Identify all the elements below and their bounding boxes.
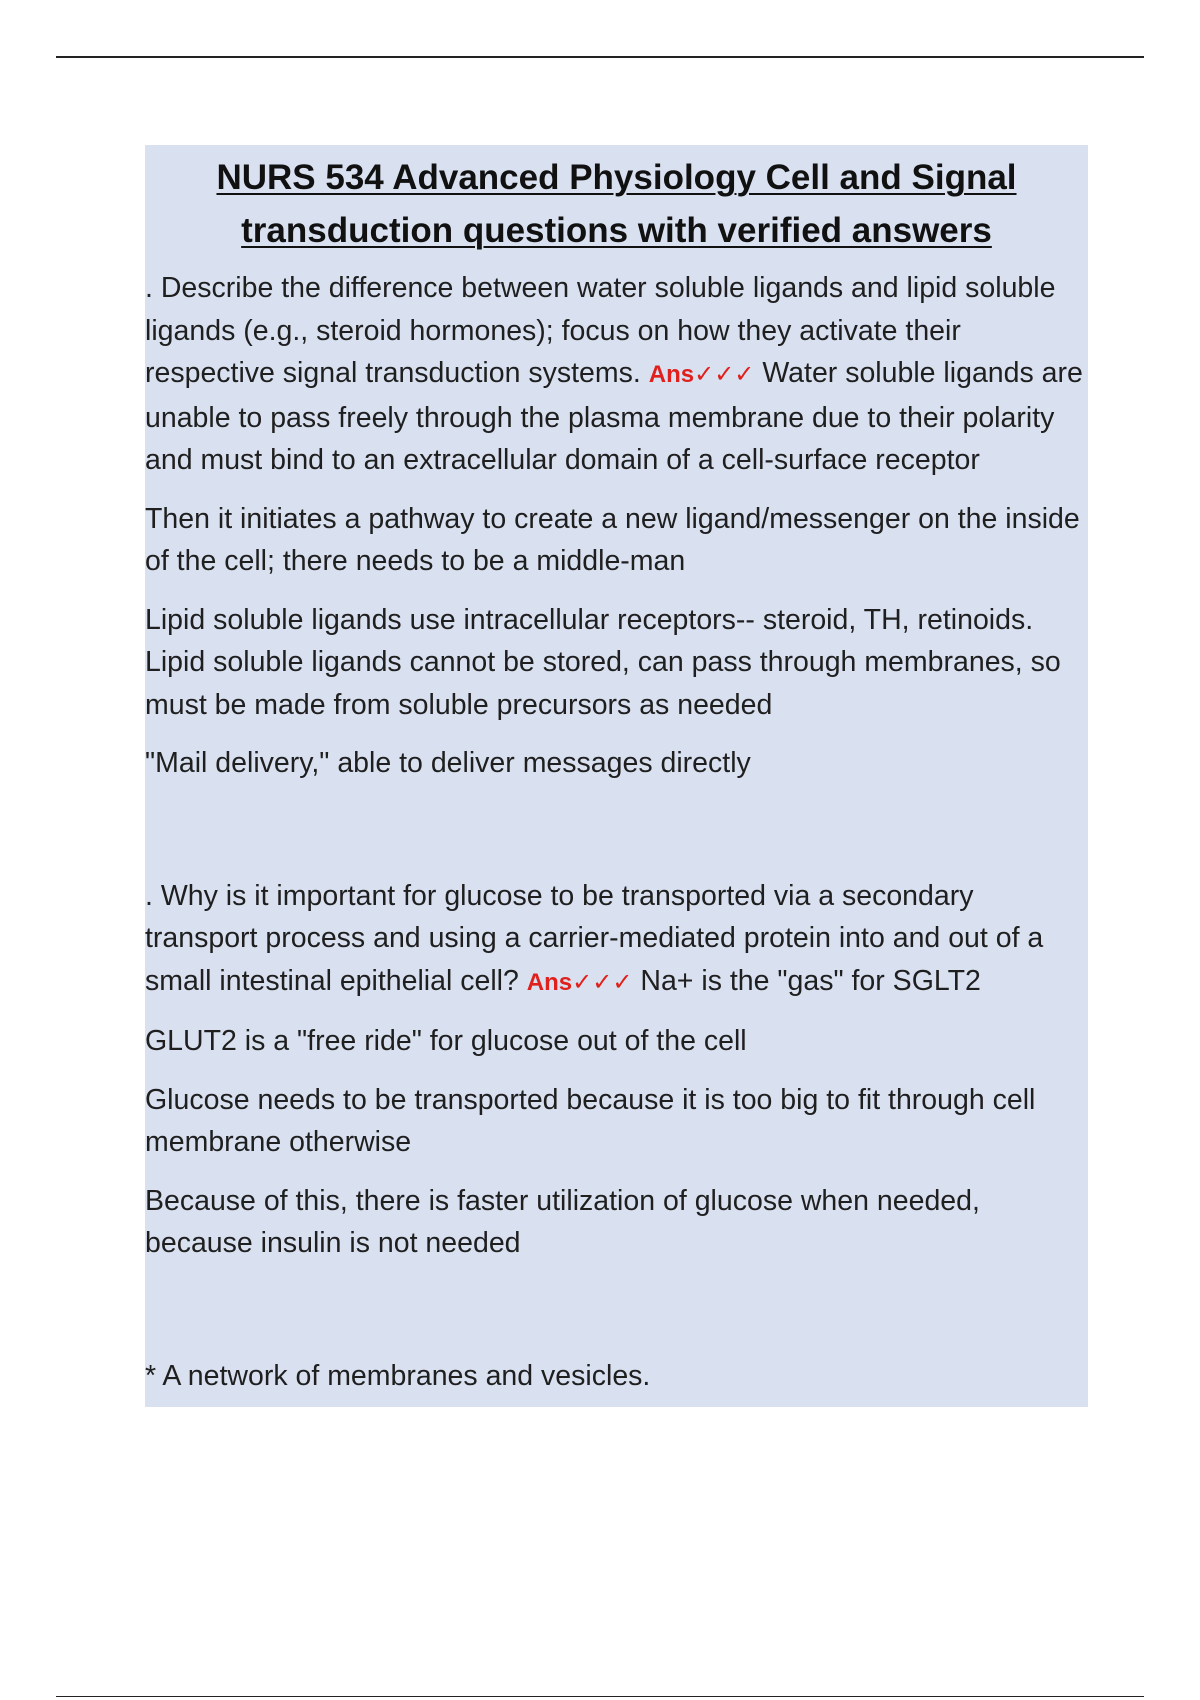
- checkmark-icon: ✓✓✓: [694, 361, 755, 388]
- title-line-1: NURS 534 Advanced Physiology Cell and Signal: [216, 158, 1017, 197]
- document-title: [145, 151, 1088, 257]
- footnote: * A network of membranes and vesicles.: [145, 1359, 651, 1392]
- answer-2-text: Na+ is the "gas" for SGLT2: [640, 964, 981, 997]
- answer-2-paragraph-3: Glucose needs to be transported because it is too big to fit through cell membrane otherwise: [145, 1083, 1036, 1158]
- top-rule: [56, 56, 1144, 58]
- title-line-2: transduction questions with verified answers: [241, 211, 992, 250]
- question-2: [145, 875, 1088, 1005]
- question-2-text: . Why is it important for glucose to be transported via a secondary transport process and using a carrier-mediated protein into and out of a small intestinal epithelial cell?: [145, 879, 1044, 997]
- answer-marker: Ans: [648, 361, 695, 388]
- answer-2-paragraph-4: Because of this, there is faster utilization of glucose when needed, because insulin is not needed: [145, 1184, 980, 1259]
- spacer: [145, 1281, 1088, 1355]
- document-body: [145, 267, 1088, 1397]
- answer-2-paragraph-2: GLUT2 is a "free ride" for glucose out of the cell: [145, 1025, 747, 1057]
- bottom-rule: [56, 1696, 1144, 1697]
- answer-1-paragraph-3: Lipid soluble ligands use intracellular receptors-- steroid, TH, retinoids. Lipid soluble ligands cannot be stored, can pass through membranes, so must be made from soluble precursors as needed: [145, 603, 1061, 721]
- spacer: [145, 801, 1088, 875]
- checkmark-icon: ✓✓✓: [572, 968, 633, 996]
- answer-1-text: Water soluble ligands are unable to pass freely through the plasma membrane due to their polarity and must bind to an extracellular domain of a cell-surface receptor: [145, 357, 1083, 476]
- document-panel: [145, 145, 1088, 1407]
- answer-1-paragraph-2: Then it initiates a pathway to create a new ligand/messenger on the inside of the cell; there needs to be a middle-man: [145, 502, 1080, 577]
- answer-1-paragraph-4: "Mail delivery," able to deliver messages directly: [145, 747, 751, 779]
- answer-marker: Ans: [526, 968, 573, 996]
- question-1-text: . Describe the difference between water soluble ligands and lipid soluble ligands (e.g., steroid hormones); focus on how they activate their respective signal transduction systems.: [145, 272, 1056, 389]
- question-1: [145, 267, 1088, 482]
